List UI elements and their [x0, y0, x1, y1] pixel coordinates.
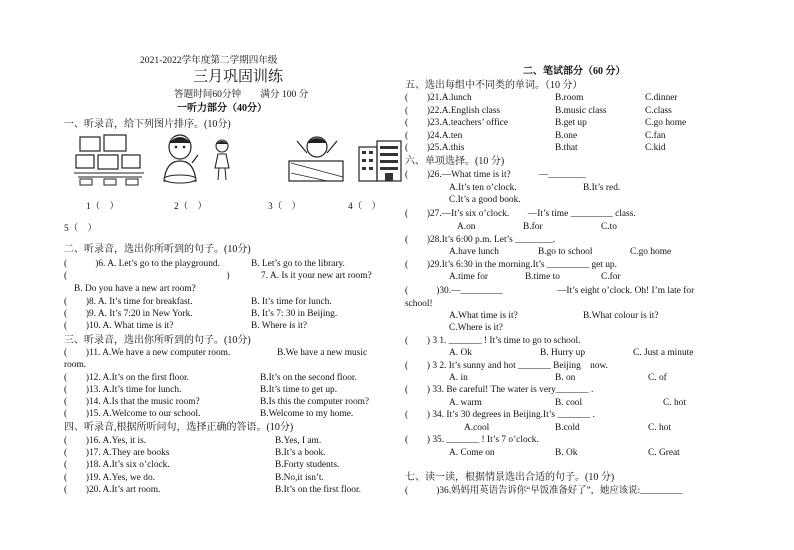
q26-option-a: A.It’s ten o’clock. — [449, 183, 517, 193]
q12-option-b: B.It’s on the second floor. — [260, 373, 357, 383]
q30-option-c: C.Where is it? — [449, 323, 503, 333]
pic-label-5: 5（ ） — [64, 224, 97, 234]
computer-room-picture — [74, 133, 146, 187]
pic-label-3: 3（ ） — [268, 202, 301, 212]
girl-picture — [208, 138, 236, 182]
section5-title: 五、选出每组中不同类的单词。（10 分） — [405, 80, 583, 91]
q32-stem: ( ) 3 2. It’s sunny and hot _______ Beijing now. — [405, 361, 609, 371]
q12-option-a: ( )12. A.It’s on the first floor. — [64, 373, 189, 383]
q14-option-b: B.Is this the computer room? — [260, 397, 370, 407]
q14-option-a: ( )14. A.Is that the music room? — [64, 397, 200, 407]
q33-option-b: B. cool — [555, 398, 583, 408]
q11-option-b-cont: room. — [64, 360, 87, 370]
q30-response: —It’s eight o’clock. Oh! I’m late for — [557, 286, 695, 296]
q25-b: B.that — [555, 143, 578, 153]
pic-label-4: 4（ ） — [348, 202, 381, 212]
q11-option-b: B.We have a new music — [277, 348, 368, 358]
q6-option-a: ( )6. A. Let’s go to the playground. — [64, 259, 220, 269]
q18-option-a: ( )18. A.It’s six o’clock. — [64, 460, 170, 470]
q24-c: C.fan — [645, 131, 666, 141]
eating-boy-picture — [156, 133, 204, 185]
q27-option-b: B.for — [523, 222, 543, 232]
q17-option-a: ( )17. A.They are books — [64, 448, 170, 458]
q8-option-a: ( )8. A. It’s time for breakfast. — [64, 297, 193, 307]
q31-option-a: A. Ok — [449, 348, 472, 358]
q17-option-b: B.It’s a book. — [275, 448, 326, 458]
section1-title: 一、听录音，给下列图片排序。(10分) — [64, 119, 231, 130]
part2-title: 二、笔试部分（60 分） — [523, 66, 626, 77]
q31-option-c: C. Just a minute — [633, 348, 694, 358]
q35-option-b: B. Ok — [555, 448, 578, 458]
q28-option-c: C.go home — [630, 247, 672, 257]
q30-option-b: B.What colour is it? — [583, 311, 659, 321]
q10-option-b: B. Where is it? — [251, 321, 308, 331]
q15-option-a: ( )15. A.Welcome to our school. — [64, 409, 201, 419]
q35-option-c: C. Great — [648, 448, 680, 458]
q8-option-b: B. It’s time for lunch. — [251, 297, 332, 307]
q23-a: ( )23.A.teachers’ office — [405, 118, 508, 128]
q30-stem: ( )30.—_________ — [405, 286, 503, 296]
q7-option-b: B. Do you have a new art room? — [74, 284, 196, 294]
exam-info: 答题时间60分钟 满分 100 分 — [174, 89, 309, 100]
q30-option-a: A.What time is it? — [449, 311, 518, 321]
q28-stem: ( )28.It’s 6:00 p.m. Let’s ________. — [405, 235, 555, 245]
q21-c: C.dinner — [645, 93, 678, 103]
q22-b: B.music class — [555, 106, 607, 116]
q34-option-c: C. hot — [648, 423, 671, 433]
section7-title: 七、读一读，根据情景选出合适的句子。(10 分) — [405, 472, 615, 483]
q18-option-b: B.Forty students. — [275, 460, 340, 470]
q10-option-a: ( )10. A. What time is it? — [64, 321, 174, 331]
q24-b: B.one — [555, 131, 578, 141]
q33-option-c: C. hot — [663, 398, 686, 408]
q9-option-a: ( )9. A. It’s 7:20 in New York. — [64, 309, 193, 319]
q29-option-a: A.time for — [449, 272, 489, 282]
exam-year: 2021-2022学年度第二学期四年级 — [140, 55, 278, 66]
q26-option-c: C.It’s a good book. — [449, 195, 521, 205]
q26-option-b: B.It’s red. — [583, 183, 621, 193]
q34-option-a: A.cool — [464, 423, 490, 433]
q35-stem: ( ) 35. _______ ! It’s 7 o’clock. — [405, 435, 539, 445]
section4-title: 四、听录音,根据所听问句，选择正确的答语。(10分) — [64, 422, 294, 433]
q20-option-b: B.It’s on the first floor. — [275, 485, 361, 495]
q15-option-b: B.Welcome to my home. — [260, 409, 354, 419]
q27-stem: ( )27.—It’s six o’clock. —It’s time _________ class. — [405, 209, 636, 219]
q22-c: C.class — [645, 106, 672, 116]
q32-option-c: C. of — [648, 373, 667, 383]
q7-option-a: 7. A. Is it your new art room? — [261, 271, 372, 281]
q32-option-a: A. in — [449, 373, 468, 383]
q33-option-a: A. warm — [449, 398, 482, 408]
q35-option-a: A. Come on — [449, 448, 495, 458]
section6-title: 六、单项选择。(10 分) — [405, 156, 505, 167]
section3-title: 三、听录音，选出你所听到的句子。(10分) — [64, 335, 251, 346]
q16-option-b: B.Yes, I am. — [275, 436, 322, 446]
school-building-picture — [357, 137, 403, 183]
q13-option-a: ( )13. A.It’s time for lunch. — [64, 385, 182, 395]
q19-option-a: ( )19. A.Yes, we do. — [64, 473, 155, 483]
waking-up-picture — [287, 133, 345, 185]
q7-bracket: ( ) — [64, 271, 230, 281]
q29-stem: ( )29.It’s 6:30 in the morning.It’s _________ get up. — [405, 260, 617, 270]
q33-stem: ( ) 33. Be careful! The water is very_______ . — [405, 385, 594, 395]
q28-option-a: A.have lunch — [449, 247, 499, 257]
q31-option-b: B. Hurry up — [540, 348, 586, 358]
q29-option-c: C.for — [601, 272, 621, 282]
q31-stem: ( ) 3 1. _______ ! It’s time to go to school. — [405, 336, 581, 346]
q20-option-a: ( )20. A.It’s art room. — [64, 485, 161, 495]
q9-option-b: B. It’s 7: 30 in Beijing. — [251, 309, 338, 319]
q6-option-b: B. Let’s go to the library. — [251, 259, 345, 269]
q13-option-b: B.It’s time to get up. — [260, 385, 338, 395]
exam-title: 三月巩固训练 — [193, 69, 284, 85]
q27-option-c: C.to — [601, 222, 617, 232]
section2-title: 二、听录音，选出你所听到的句子。(10分) — [64, 244, 251, 255]
q11-option-a: ( )11. A.We have a new computer room. — [64, 348, 231, 358]
q25-c: C.kid — [645, 143, 666, 153]
q27-option-a: A.on — [457, 222, 476, 232]
q23-c: C.go home — [645, 118, 687, 128]
pic-label-2: 2（ ） — [174, 202, 207, 212]
q26-stem: ( )26.—What time is it? —________ — [405, 170, 586, 180]
q24-a: ( )24.A.ten — [405, 131, 463, 141]
q32-option-b: B. on — [555, 373, 576, 383]
q25-a: ( )25.A.this — [405, 143, 465, 153]
q19-option-b: B.No,it isn’t. — [275, 473, 324, 483]
q34-option-b: B.cold — [555, 423, 580, 433]
q21-b: B.room — [555, 93, 584, 103]
q34-stem: ( ) 34. It’s 30 degrees in Beijing.It’s _______ . — [405, 410, 595, 420]
q22-a: ( )22.A.English class — [405, 106, 501, 116]
q16-option-a: ( )16. A.Yes, it is. — [64, 436, 147, 446]
q29-option-b: B.time to — [525, 272, 560, 282]
q23-b: B.get up — [555, 118, 587, 128]
q28-option-b: B.go to school — [538, 247, 593, 257]
q36-stem: ( )36.妈妈用英语告诉你“早饭准备好了”，她应该说:_________ — [405, 486, 683, 496]
part1-title: 一听力部分（40分） — [177, 103, 267, 114]
q21-a: ( )21.A.lunch — [405, 93, 472, 103]
pic-label-1: 1（ ） — [86, 202, 119, 212]
q30-response-cont: school! — [405, 299, 433, 309]
